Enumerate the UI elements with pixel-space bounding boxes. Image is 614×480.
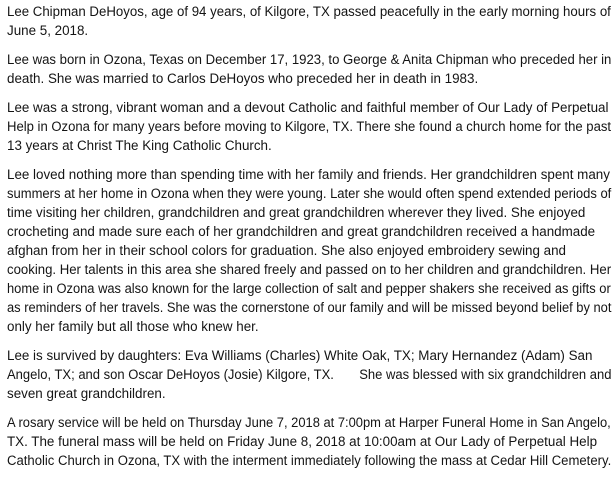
text-line: only her family but all those who knew her. [7, 319, 259, 334]
paragraph-family-life [7, 165, 611, 336]
text-line: June 5, 2018. [7, 23, 89, 38]
text-line: Lee is survived by daughters: Eva Williams (Charles) White Oak, TX; Mary Hernandez (Adam) San [7, 348, 593, 363]
text-line: Angelo, TX; and son Oscar DeHoyos (Josie) Kilgore, TX. She was blessed with six grandchildren and [7, 367, 612, 382]
paragraph-services [7, 413, 611, 470]
text-line: seven great grandchildren. [7, 386, 166, 401]
text-line: Lee Chipman DeHoyos, age of 94 years, of Kilgore, TX passed peacefully in the early morning hours of [7, 4, 611, 19]
text-line: A rosary service will be held on Thursday June 7, 2018 at 7:00pm at Harper Funeral Home in San Angelo, [7, 415, 611, 430]
text-line: Lee was a strong, vibrant woman and a devout Catholic and faithful member of Our Lady of Perpetual [7, 100, 609, 115]
text-line: summers at her home in Ozona when they were young. Later she would often spend extended periods of [7, 186, 612, 201]
text-line: afghan from her in their school colors for graduation. She also enjoyed embroidery sewing and [7, 243, 567, 258]
paragraph-birth [7, 50, 611, 88]
paragraph-passing [7, 2, 611, 40]
paragraph-faith [7, 98, 611, 155]
text-line: home in Ozona was also known for the large collection of salt and pepper shakers she received as gifts or [7, 281, 611, 296]
text-line: as reminders of her travels. She was the cornerstone of our family and will be missed beyond belief by not [7, 300, 612, 315]
text-line: death. She was married to Carlos DeHoyos who preceded her in death in 1983. [7, 71, 479, 86]
text-line: Catholic Church in Ozona, TX with the interment immediately following the mass at Cedar Hill Cemetery. [7, 453, 612, 468]
text-line: crocheting and made sure each of her grandchildren and great grandchildren received a handmade [7, 224, 596, 239]
text-line: cooking. Her talents in this area she shared freely and passed on to her children and grandchildren. Her [7, 262, 612, 277]
text-line: 13 years at Christ The King Catholic Church. [7, 138, 272, 153]
text-line: Help in Ozona for many years before moving to Kilgore, TX. There she found a church home for the past [7, 119, 612, 134]
obituary-document [7, 2, 611, 479]
text-line: time visiting her children, grandchildren and great grandchildren wherever they lived. She enjoyed [7, 205, 586, 220]
text-line: Lee was born in Ozona, Texas on December 17, 1923, to George & Anita Chipman who preceded her in [7, 52, 612, 67]
text-line: Lee loved nothing more than spending time with her family and friends. Her grandchildren spent many [7, 167, 610, 182]
text-line: TX. The funeral mass will be held on Friday June 8, 2018 at 10:00am at Our Lady of Perpetual Help [7, 434, 598, 449]
paragraph-survivors [7, 346, 611, 403]
